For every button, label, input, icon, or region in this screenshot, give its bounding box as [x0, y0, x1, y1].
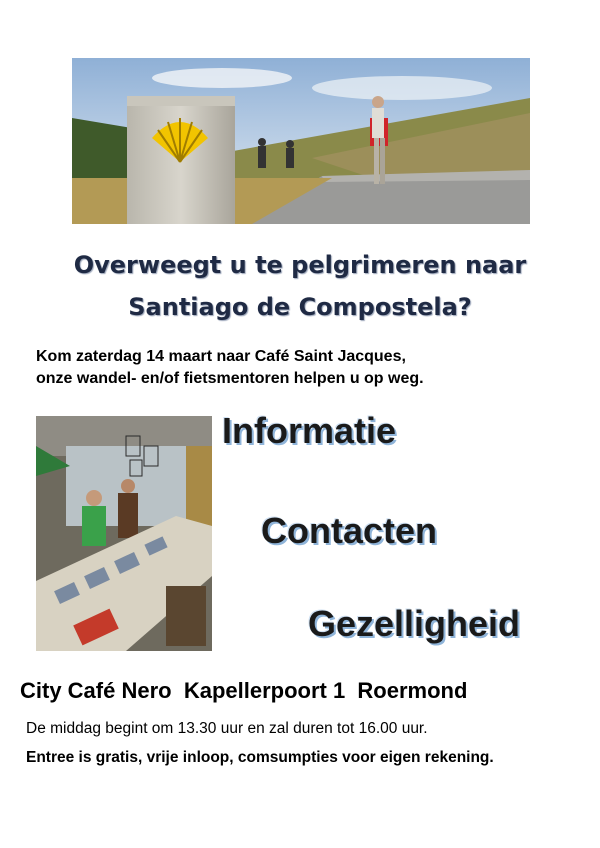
event-time: De middag begint om 13.30 uur en zal duren tot 16.00 uur. [26, 720, 428, 737]
intro-line-1: Kom zaterdag 14 maart naar Café Saint Jacques, [36, 348, 406, 365]
cafe-photo [36, 416, 212, 651]
hero-photo-camino [72, 58, 530, 224]
highlight-contacten: Contacten [261, 510, 438, 551]
highlight-informatie: Informatie [222, 410, 397, 451]
headline-line-2: Santiago de Compostela? [128, 293, 472, 321]
event-location: City Café Nero Kapellerpoort 1 Roermond [20, 678, 468, 703]
entry-info: Entree is gratis, vrije inloop, comsumpties voor eigen rekening. [26, 749, 494, 766]
intro-line-2: onze wandel- en/of fietsmentoren helpen u op weg. [36, 370, 424, 387]
highlight-gezelligheid: Gezelligheid [308, 603, 521, 644]
headline-line-1: Overweegt u te pelgrimeren naar [73, 251, 527, 279]
